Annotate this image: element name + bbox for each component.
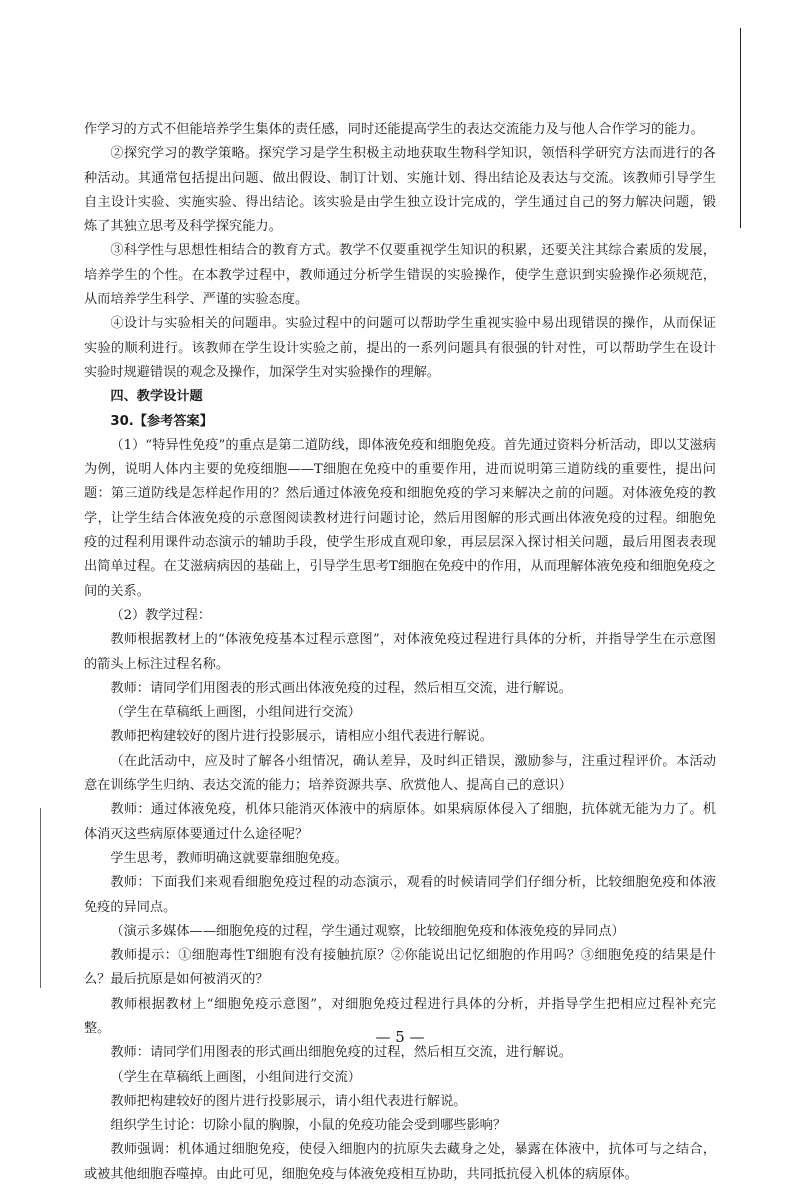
paragraph: （学生在草稿纸上画图，小组间进行交流） [110, 1069, 361, 1085]
paragraph: 教师：下面我们来观看细胞免疫过程的动态演示，观看的时候请同学们仔细分析，比较细胞免疫和体液免疫的异同点。 [84, 875, 716, 915]
question-heading: 30.【参考答案】 [110, 413, 213, 429]
section-heading: 四、教学设计题 [110, 389, 203, 405]
paragraph: 教师把构建较好的图片进行投影展示，请相应小组代表进行解说。 [110, 729, 493, 745]
paragraph: ④设计与实验相关的问题串。实验过程中的问题可以帮助学生重视实验中易出现错误的操作，从而保证实验的顺利进行。该教师在学生设计实验之前，提出的一系列问题具有很强的针对性，可以帮助学生在设计实验时规避错误的观念及操作，加深学生对实验操作的理解。 [84, 316, 716, 380]
paragraph: （2）教学过程： [110, 607, 212, 623]
page-number: — 5 — [375, 1028, 425, 1046]
paragraph: 学生思考，教师明确这就要靠细胞免疫。 [110, 850, 348, 866]
paragraph: 教师：请同学们用图表的形式画出体液免疫的过程，然后相互交流，进行解说。 [110, 680, 572, 696]
scan-edge-line [740, 28, 741, 228]
paragraph: （1）“特异性免疫”的重点是第二道防线，即体液免疫和细胞免疫。首先通过资料分析活动，即以艾滋病为例，说明人体内主要的免疫细胞——T细胞在免疫中的重要作用，进而说明第三道防线的重要性，提出问题：第三道防线是怎样起作用的？然后通过体液免疫和细胞免疫的学习来解决之前的问题。对体液免疫的教学，让学生结合体液免疫的示意图阅读教材进行问题讨论，然后用图解的形式画出体液免疫的过程。细胞免疫的过程利用课件动态演示的辅助手段，使学生形成直观印象，再层层深入探讨相关问题，最后用图表表现出简单过程。在艾滋病病因的基础上，引导学生思考T细胞在免疫中的作用，从而理解体液免疫和细胞免疫之间的关系。 [84, 437, 716, 599]
paragraph: （演示多媒体——细胞免疫的过程，学生通过观察，比较细胞免疫和体液免疫的异同点） [110, 923, 625, 939]
paragraph: （在此活动中，应及时了解各小组情况，确认差异，及时纠正错误，激励参与，注重过程评价。本活动意在训练学生归纳、表达交流的能力；培养资源共享、欣赏他人、提高自己的意识） [84, 753, 716, 794]
paragraph: 作学习的方式不但能培养学生集体的责任感，同时还能提高学生的表达交流能力及与他人合作学习的能力。 [84, 122, 704, 137]
scan-edge-line-left [40, 808, 41, 988]
paragraph: 组织学生讨论：切除小鼠的胸腺，小鼠的免疫功能会受到哪些影响？ [110, 1118, 507, 1134]
paragraph: ②探究学习的教学策略。探究学习是学生积极主动地获取生物科学知识，领悟科学研究方法而进行的各种活动。其通常包括提出问题、做出假设、制订计划、实施计划、得出结论及表达与交流。该教师引导学生自主设计实验、实施实验、得出结论。该实验是由学生独立设计完成的，学生通过自己的努力解决问题，锻炼了其独立思考及科学探究能力。 [84, 146, 716, 235]
paragraph: ③科学性与思想性相结合的教育方式。教学不仅要重视学生知识的积累，还要关注其综合素质的发展，培养学生的个性。在本教学过程中，教师通过分析学生错误的实验操作，使学生意识到实验操作必须规范，从而培养学生科学、严谨的实验态度。 [84, 243, 716, 308]
paragraph: （学生在草稿纸上画图，小组间进行交流） [110, 705, 361, 721]
paragraph: 教师强调：机体通过细胞免疫，使侵入细胞内的抗原失去藏身之处，暴露在体液中，抗体可与之结合，或被其他细胞吞噬掉。由此可见，细胞免疫与体液免疫相互协助，共同抵抗侵入机体的病原体。 [84, 1142, 716, 1182]
paragraph: 教师：请同学们用图表的形式画出细胞免疫的过程，然后相互交流，进行解说。 [110, 1045, 572, 1061]
paragraph: 教师根据教材上的“体液免疫基本过程示意图”，对体液免疫过程进行具体的分析，并指导学生在示意图的箭头上标注过程名称。 [84, 632, 716, 672]
paragraph: 教师根据教材上“细胞免疫示意图”，对细胞免疫过程进行具体的分析，并指导学生把相应过程补充完整。 [84, 996, 716, 1036]
paragraph: 教师提示：①细胞毒性T细胞有没有接触抗原？②你能说出记忆细胞的作用吗？③细胞免疫的结果是什么？最后抗原是如何被消灭的？ [84, 948, 716, 988]
document-body [84, 118, 716, 1187]
paragraph: 教师：通过体液免疫，机体只能消灭体液中的病原体。如果病原体侵入了细胞，抗体就无能为力了。机体消灭这些病原体要通过什么途径呢？ [84, 802, 716, 842]
paragraph: 教师把构建较好的图片进行投影展示，请小组代表进行解说。 [110, 1093, 467, 1109]
